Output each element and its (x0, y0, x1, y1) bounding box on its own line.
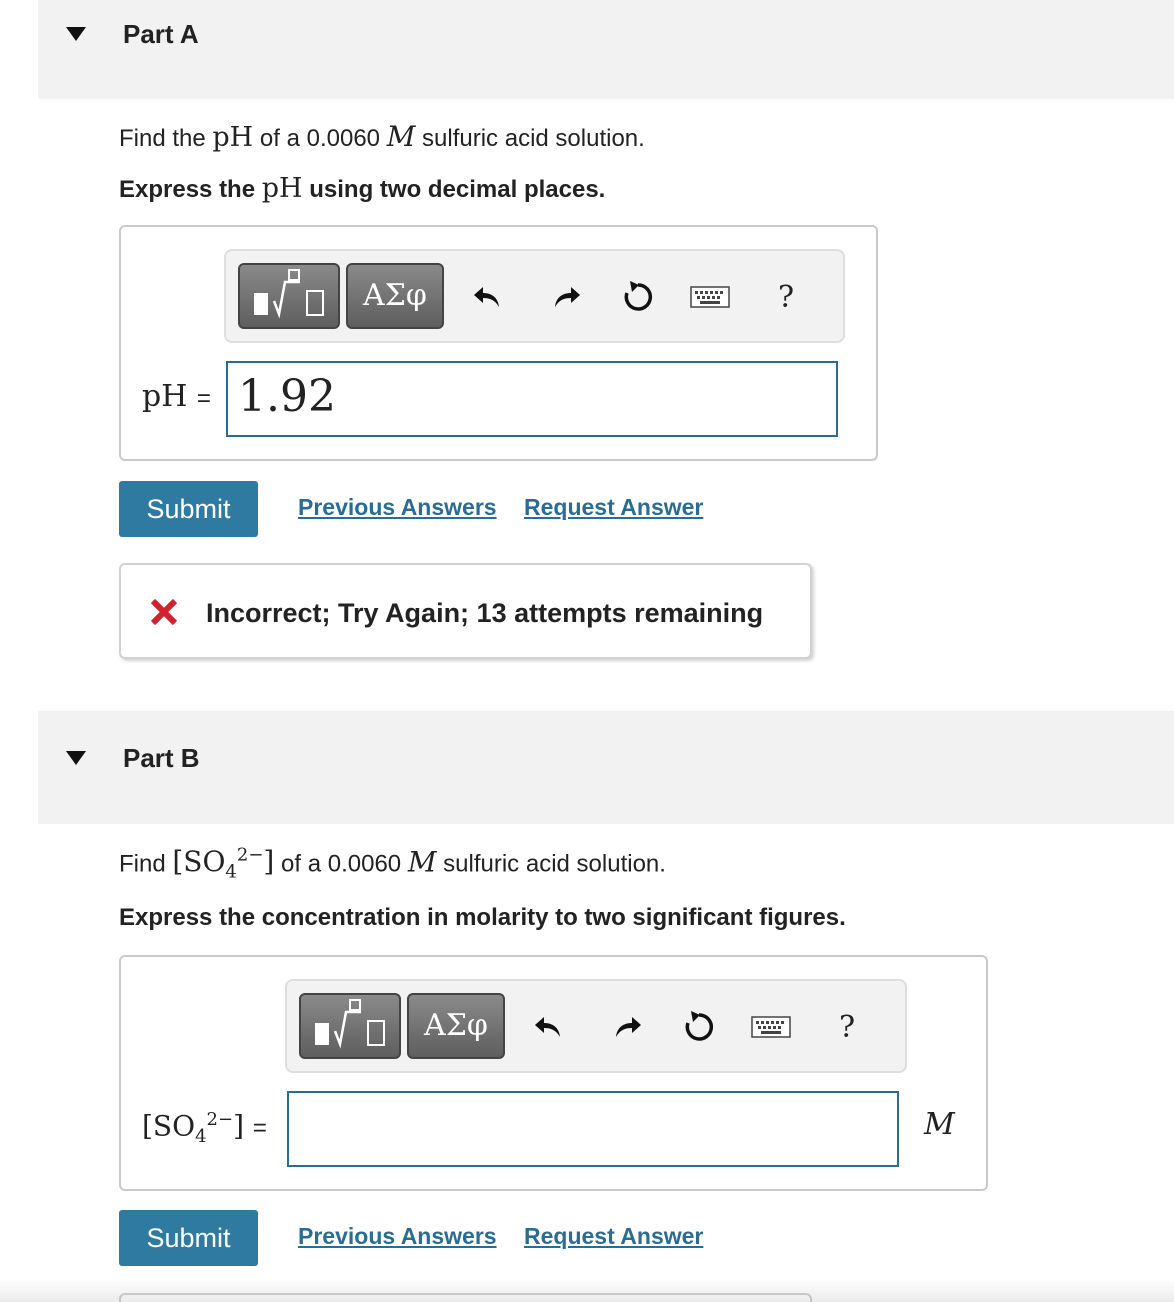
greek-symbols-button[interactable]: ΑΣφ (346, 263, 444, 329)
part-a-feedback (119, 563, 812, 659)
sulfate-answer-input[interactable] (287, 1091, 899, 1167)
help-icon[interactable]: ? (777, 279, 795, 315)
reset-icon[interactable] (677, 1005, 721, 1049)
templates-button[interactable] (238, 263, 340, 329)
part-b-submit-button[interactable]: Submit (119, 1210, 258, 1266)
part-a-previous-answers-link[interactable]: Previous Answers (298, 494, 497, 520)
part-b-answer-box (119, 955, 988, 1191)
collapse-caret-icon[interactable] (66, 27, 86, 41)
math-toolbar (224, 249, 845, 343)
collapse-caret-icon[interactable] (66, 751, 86, 765)
redo-icon[interactable] (605, 1005, 649, 1049)
bottom-shadow (0, 1278, 1174, 1302)
templates-button[interactable] (299, 993, 401, 1059)
part-a-instruction: Express the pH using two decimal places. (119, 173, 606, 204)
keyboard-icon[interactable] (688, 275, 732, 319)
part-a-header[interactable] (38, 0, 1174, 99)
ph-input-label: pH = (142, 379, 211, 414)
part-a-request-answer-link[interactable]: Request Answer (524, 494, 704, 520)
help-icon[interactable]: ? (838, 1009, 856, 1045)
part-b-question: Find $[SO_4^{2-}]$ of a 0.0060 M sulfuric acid solution. (119, 845, 666, 883)
molarity-unit: M (924, 1107, 955, 1142)
sulfate-input-label: $[SO_4^{2-}]$ = (142, 1109, 267, 1147)
part-a-title: Part A (123, 19, 199, 49)
incorrect-x-icon (149, 597, 179, 627)
part-b-request-answer-link[interactable]: Request Answer (524, 1223, 704, 1249)
reset-icon[interactable] (616, 275, 660, 319)
part-b-title: Part B (123, 743, 200, 773)
templates-icon (240, 265, 342, 327)
part-b-instruction: Express the concentration in molarity to two significant figures. (119, 904, 846, 931)
feedback-message: Incorrect; Try Again; 13 attempts remaining (206, 598, 764, 628)
part-a-submit-button[interactable]: Submit (119, 481, 258, 537)
part-b-previous-answers-link[interactable]: Previous Answers (298, 1223, 497, 1249)
redo-icon[interactable] (544, 275, 588, 319)
undo-icon[interactable] (466, 275, 510, 319)
templates-icon (301, 995, 403, 1057)
greek-symbols-button[interactable]: ΑΣφ (407, 993, 505, 1059)
ph-answer-input[interactable]: 1.92 (226, 361, 838, 437)
math-toolbar (285, 979, 907, 1073)
part-a-answer-box (119, 225, 878, 461)
keyboard-icon[interactable] (749, 1005, 793, 1049)
undo-icon[interactable] (527, 1005, 571, 1049)
part-b-header[interactable] (38, 711, 1174, 824)
part-a-question: Find the pH of a 0.0060 M sulfuric acid solution. (119, 120, 645, 153)
